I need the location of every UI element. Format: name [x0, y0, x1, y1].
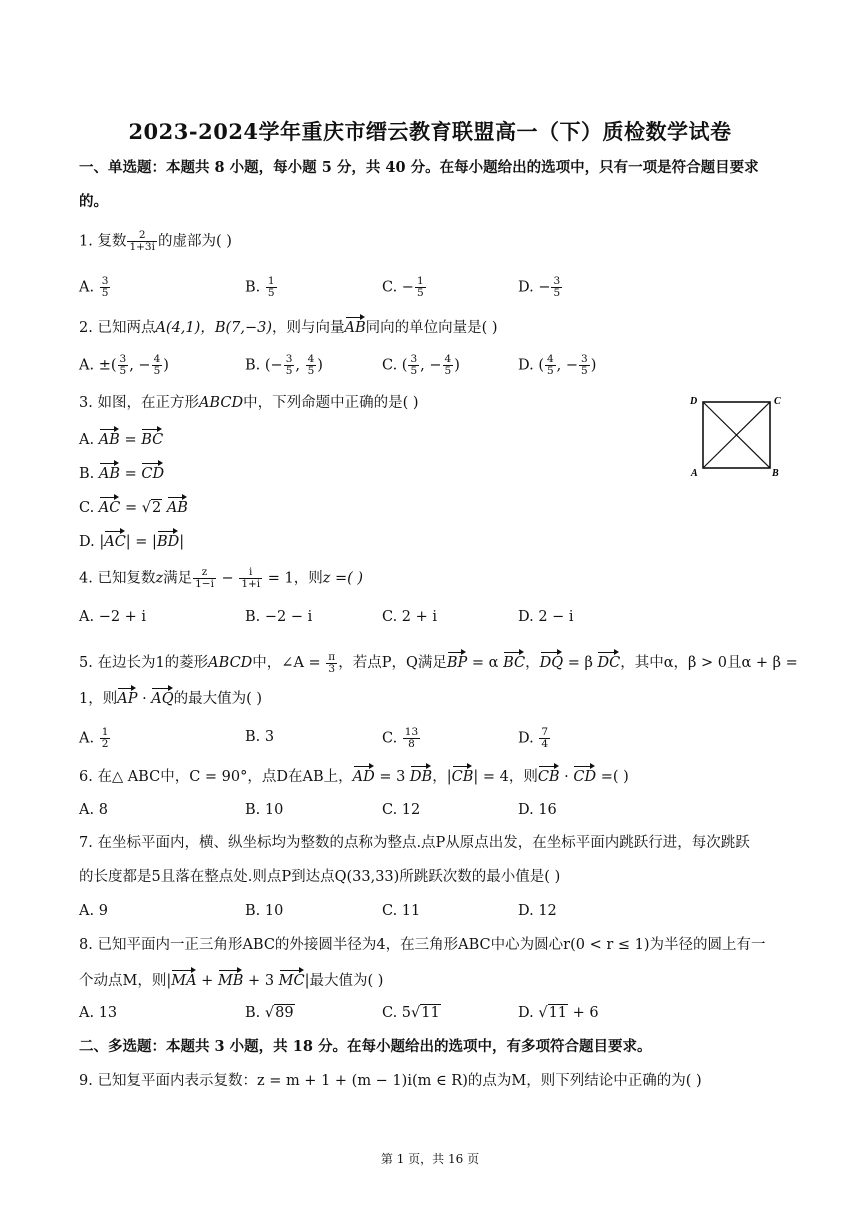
page-title: 2023-2024学年重庆市缙云教育联盟高一（下）质检数学试卷: [128, 119, 732, 144]
q8-option-d: D. √11 + 6: [518, 1005, 599, 1021]
q8-option-a: A. 13: [79, 1005, 118, 1021]
question-7-line1: 7. 在坐标平面内，横、纵坐标均为整数的点称为整点.点P从原点出发，在坐标平面内跳跃行进，每次跳跃: [79, 835, 750, 851]
q7-option-c: C. 11: [382, 903, 421, 919]
q2-option-d: D. ( $\frac{4}{5}$ , − $\frac{3}{5}$ ): [518, 353, 597, 377]
q4-option-c: C. 2 + i: [382, 609, 438, 625]
q1-option-c: C. − $\frac{1}{5}$: [382, 275, 424, 299]
q4-option-a: A. −2 + i: [79, 609, 147, 625]
q2-option-b: B. (− $\frac{3}{5}$ , $\frac{4}{5}$ ): [245, 353, 323, 377]
q5-option-b: B. 3: [245, 729, 275, 745]
page-footer: 第 1 页，共 16 页: [380, 1152, 480, 1166]
q5-option-a: A. $\frac{1}{2}$: [79, 726, 109, 750]
q4-option-d: D. 2 − i: [518, 609, 574, 625]
q3-option-a: A. AB = BC: [79, 428, 163, 450]
question-2: 2. 已知两点A(4,1)，B(7,−3)，则与向量AB同向的单位向量是( ): [79, 316, 498, 338]
question-8-line2: 个动点M，则|MA + MB + 3 MC|最大值为( ): [79, 969, 383, 991]
q8-option-c: C. 5√11: [382, 1005, 440, 1021]
q7-option-a: A. 9: [79, 903, 108, 919]
q3-option-c: C. AC = √2 AB: [79, 496, 188, 518]
q8-option-b: B. √89: [245, 1005, 294, 1021]
q1-option-a: A. $\frac{3}{5}$: [79, 275, 109, 299]
q5-option-c: C. $\frac{13}{8}$: [382, 726, 419, 750]
q6-option-b: B. 10: [245, 802, 284, 818]
section1-heading-line2: 的。: [79, 193, 108, 210]
q7-option-d: D. 12: [518, 903, 557, 919]
label-b: B: [772, 468, 779, 479]
q6-option-a: A. 8: [79, 802, 108, 818]
q5-option-d: D. $\frac{7}{4}$: [518, 726, 549, 750]
q6-option-d: D. 16: [518, 802, 557, 818]
label-d: D: [690, 396, 698, 407]
question-7-line2: 的长度都是5且落在整点处.则点P到达点Q(33,33)所跳跃次数的最小值是( ): [79, 869, 561, 885]
question-8-line1: 8. 已知平面内一正三角形ABC的外接圆半径为4，在三角形ABC中心为圆心r(0 < r ≤ 1)为半径的圆上有一: [79, 937, 766, 953]
question-6: 6. 在△ ABC中，C = 90°，点D在AB上，AD = 3 DB，|CB| = 4，则CB · CD =( ): [79, 765, 629, 787]
question-9: 9. 已知复平面内表示复数：z = m + 1 + (m − 1)i(m ∈ R)的点为M，则下列结论中正确的为( ): [79, 1073, 702, 1089]
q4-option-b: B. −2 − i: [245, 609, 313, 625]
question-5-line1: 5. 在边长为1的菱形ABCD中，∠A = $\frac{\pi}{3}$ ，若点P，Q满足BP = α BC，DQ = β DC，其中α，β > 0且α + β =: [79, 650, 798, 675]
question-1: 1. 复数 $\frac{2}{1+3i}$ 的虚部为( ): [79, 229, 232, 253]
section2-heading: 二、多选题：本题共 3 小题，共 18 分。在每小题给出的选项中，有多项符合题目要求。: [79, 1038, 652, 1055]
q1-option-b: B. $\frac{1}{5}$: [245, 275, 275, 299]
q2-option-a: A. ±( $\frac{3}{5}$ , − $\frac{4}{5}$ ): [79, 353, 169, 377]
question-3: 3. 如图，在正方形ABCD中，下列命题中正确的是( ): [79, 395, 419, 411]
label-c: C: [774, 396, 781, 407]
q3-option-d: D. |AC| = |BD|: [79, 530, 184, 552]
question-4: 4. 已知复数z满足 $\frac{z}{1-i}$ − $\frac{i}{1+i}$ = 1，则z =( ): [79, 566, 364, 590]
q2-option-c: C. ( $\frac{3}{5}$ , − $\frac{4}{5}$ ): [382, 353, 460, 377]
q7-option-b: B. 10: [245, 903, 284, 919]
q1-option-d: D. − $\frac{3}{5}$: [518, 275, 561, 299]
q6-option-c: C. 12: [382, 802, 421, 818]
section1-heading-line1: 一、单选题：本题共 8 小题，每小题 5 分，共 40 分。在每小题给出的选项中，只有一项是符合题目要求: [79, 159, 759, 176]
square-figure: [688, 392, 788, 482]
label-a: A: [691, 468, 698, 479]
question-5-line2: 1，则AP · AQ的最大值为( ): [79, 687, 262, 709]
q3-option-b: B. AB = CD: [79, 462, 164, 484]
